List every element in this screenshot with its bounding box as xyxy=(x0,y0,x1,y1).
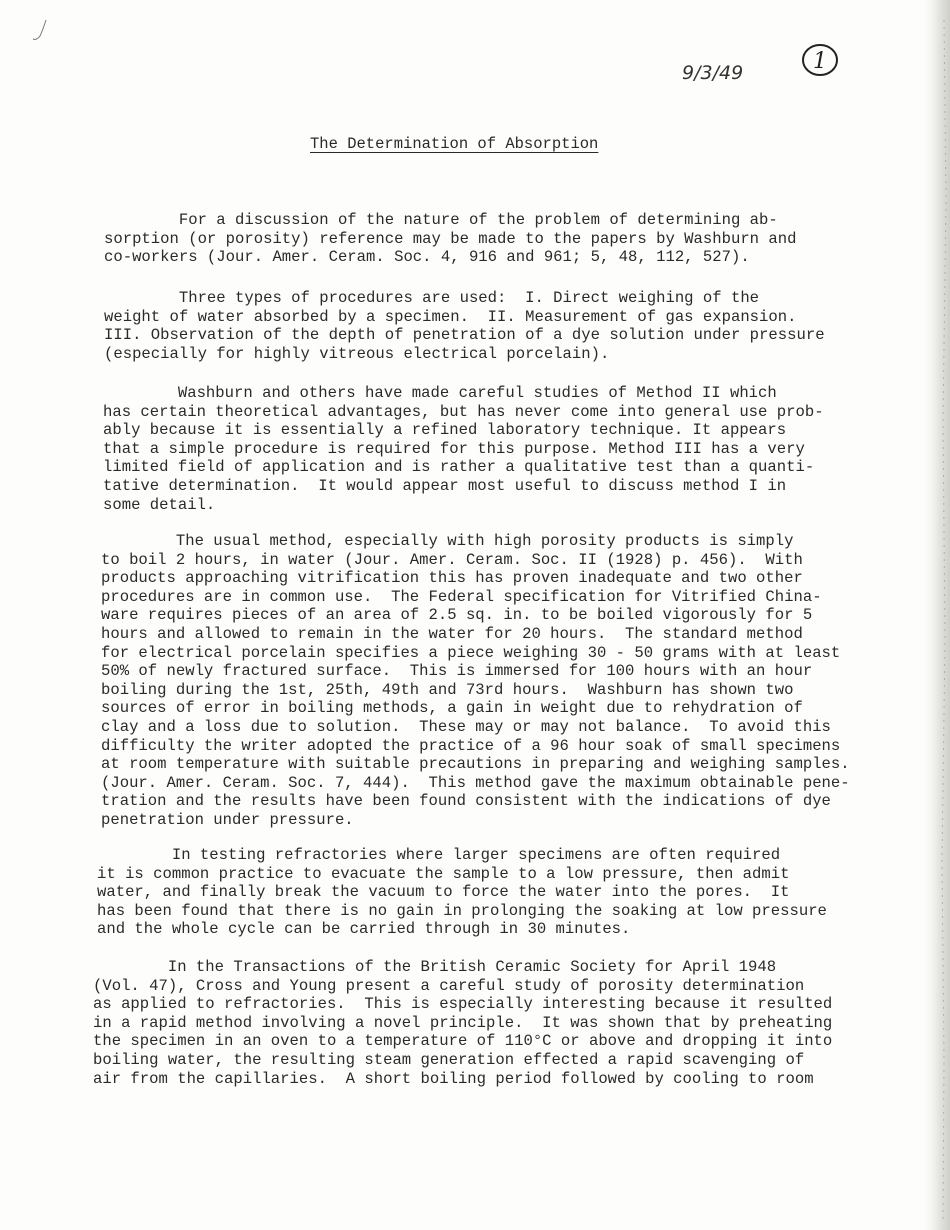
text-line: at room temperature with suitable precautions in preparing and weighing samples. xyxy=(101,755,850,774)
text-line: water, and finally break the vacuum to force the water into the pores. It xyxy=(97,883,790,902)
text-line: hours and allowed to remain in the water for 20 hours. The standard method xyxy=(101,624,803,643)
text-line: that a simple procedure is required for this purpose. Method III has a very xyxy=(103,439,805,458)
paragraph-1 xyxy=(104,211,796,267)
text-line: penetration under pressure. xyxy=(101,810,354,829)
text-line: as applied to refractories. This is especially interesting because it resulted xyxy=(93,995,833,1014)
text-line: III. Observation of the depth of penetration of a dye solution under pressure xyxy=(104,326,825,345)
paragraph-3 xyxy=(103,384,824,514)
text-line: co-workers (Jour. Amer. Ceram. Soc. 4, 916 and 961; 5, 48, 112, 527). xyxy=(104,248,750,267)
text-line: has certain theoretical advantages, but has never come into general use prob- xyxy=(103,402,824,421)
pencil-mark xyxy=(30,18,50,42)
text-line: has been found that there is no gain in prolonging the soaking at low pressure xyxy=(97,901,827,920)
text-line: it is common practice to evacuate the sample to a low pressure, then admit xyxy=(97,864,790,883)
text-line: ably because it is essentially a refined laboratory technique. It appears xyxy=(103,421,787,440)
text-line: limited field of application and is rather a qualitative test than a quanti- xyxy=(103,458,815,477)
page-number-circled xyxy=(800,40,840,80)
text-line: sources of error in boiling methods, a gain in weight due to rehydration of xyxy=(101,699,803,718)
paragraph-4 xyxy=(101,532,850,830)
text-line: in a rapid method involving a novel principle. It was shown that by preheating xyxy=(93,1013,833,1032)
document-date: 9/3/49 xyxy=(682,62,744,84)
text-line: For a discussion of the nature of the problem of determining ab- xyxy=(104,211,778,229)
text-line: to boil 2 hours, in water (Jour. Amer. Ceram. Soc. II (1928) p. 456). With xyxy=(101,550,803,569)
text-line: In testing refractories where larger specimens are often required xyxy=(97,846,781,864)
text-line: tration and the results have been found consistent with the indications of dye xyxy=(101,792,831,811)
text-line: clay and a loss due to solution. These may or may not balance. To avoid this xyxy=(101,717,831,736)
document-title: The Determination of Absorption xyxy=(310,135,599,153)
page-edge-shadow xyxy=(920,0,950,1230)
text-line: products approaching vitrification this has proven inadequate and two other xyxy=(101,569,803,588)
text-line: difficulty the writer adopted the practice of a 96 hour soak of small specimens xyxy=(101,736,841,755)
text-line: The usual method, especially with high porosity products is simply xyxy=(101,532,794,550)
page-number: 1 xyxy=(813,49,827,74)
text-line: 50% of newly fractured surface. This is immersed for 100 hours with an hour xyxy=(101,662,813,681)
text-line: (especially for highly vitreous electrical porcelain). xyxy=(104,344,610,363)
text-line: (Vol. 47), Cross and Young present a careful study of porosity determination xyxy=(93,976,805,995)
text-line: procedures are in common use. The Federal specification for Vitrified China- xyxy=(101,587,822,606)
text-line: Washburn and others have made careful studies of Method II which xyxy=(103,384,777,402)
text-line: the specimen in an oven to a temperature of 110°C or above and dropping it into xyxy=(93,1032,833,1051)
paragraph-6 xyxy=(93,958,832,1088)
circle-icon xyxy=(800,40,840,80)
text-line: boiling water, the resulting steam generation effected a rapid scavenging of xyxy=(93,1050,805,1069)
text-line: (Jour. Amer. Ceram. Soc. 7, 444). This method gave the maximum obtainable pene- xyxy=(101,773,850,792)
text-line: some detail. xyxy=(103,495,216,514)
text-line: sorption (or porosity) reference may be made to the papers by Washburn and xyxy=(104,229,797,248)
text-line: weight of water absorbed by a specimen. II. Measurement of gas expansion. xyxy=(104,307,797,326)
text-line: air from the capillaries. A short boiling period followed by cooling to room xyxy=(93,1069,814,1088)
text-line: ware requires pieces of an area of 2.5 sq. in. to be boiled vigorously for 5 xyxy=(101,606,813,625)
text-line: for electrical porcelain specifies a piece weighing 30 - 50 grams with at least xyxy=(101,643,841,662)
text-line: and the whole cycle can be carried through in 30 minutes. xyxy=(97,920,631,939)
paragraph-5 xyxy=(97,846,827,939)
text-line: Three types of procedures are used: I. Direct weighing of the xyxy=(104,289,760,307)
text-line: boiling during the 1st, 25th, 49th and 73rd hours. Washburn has shown two xyxy=(101,680,794,699)
text-line: In the Transactions of the British Ceramic Society for April 1948 xyxy=(93,958,777,976)
paragraph-2 xyxy=(104,289,825,363)
text-line: tative determination. It would appear most useful to discuss method I in xyxy=(103,476,787,495)
